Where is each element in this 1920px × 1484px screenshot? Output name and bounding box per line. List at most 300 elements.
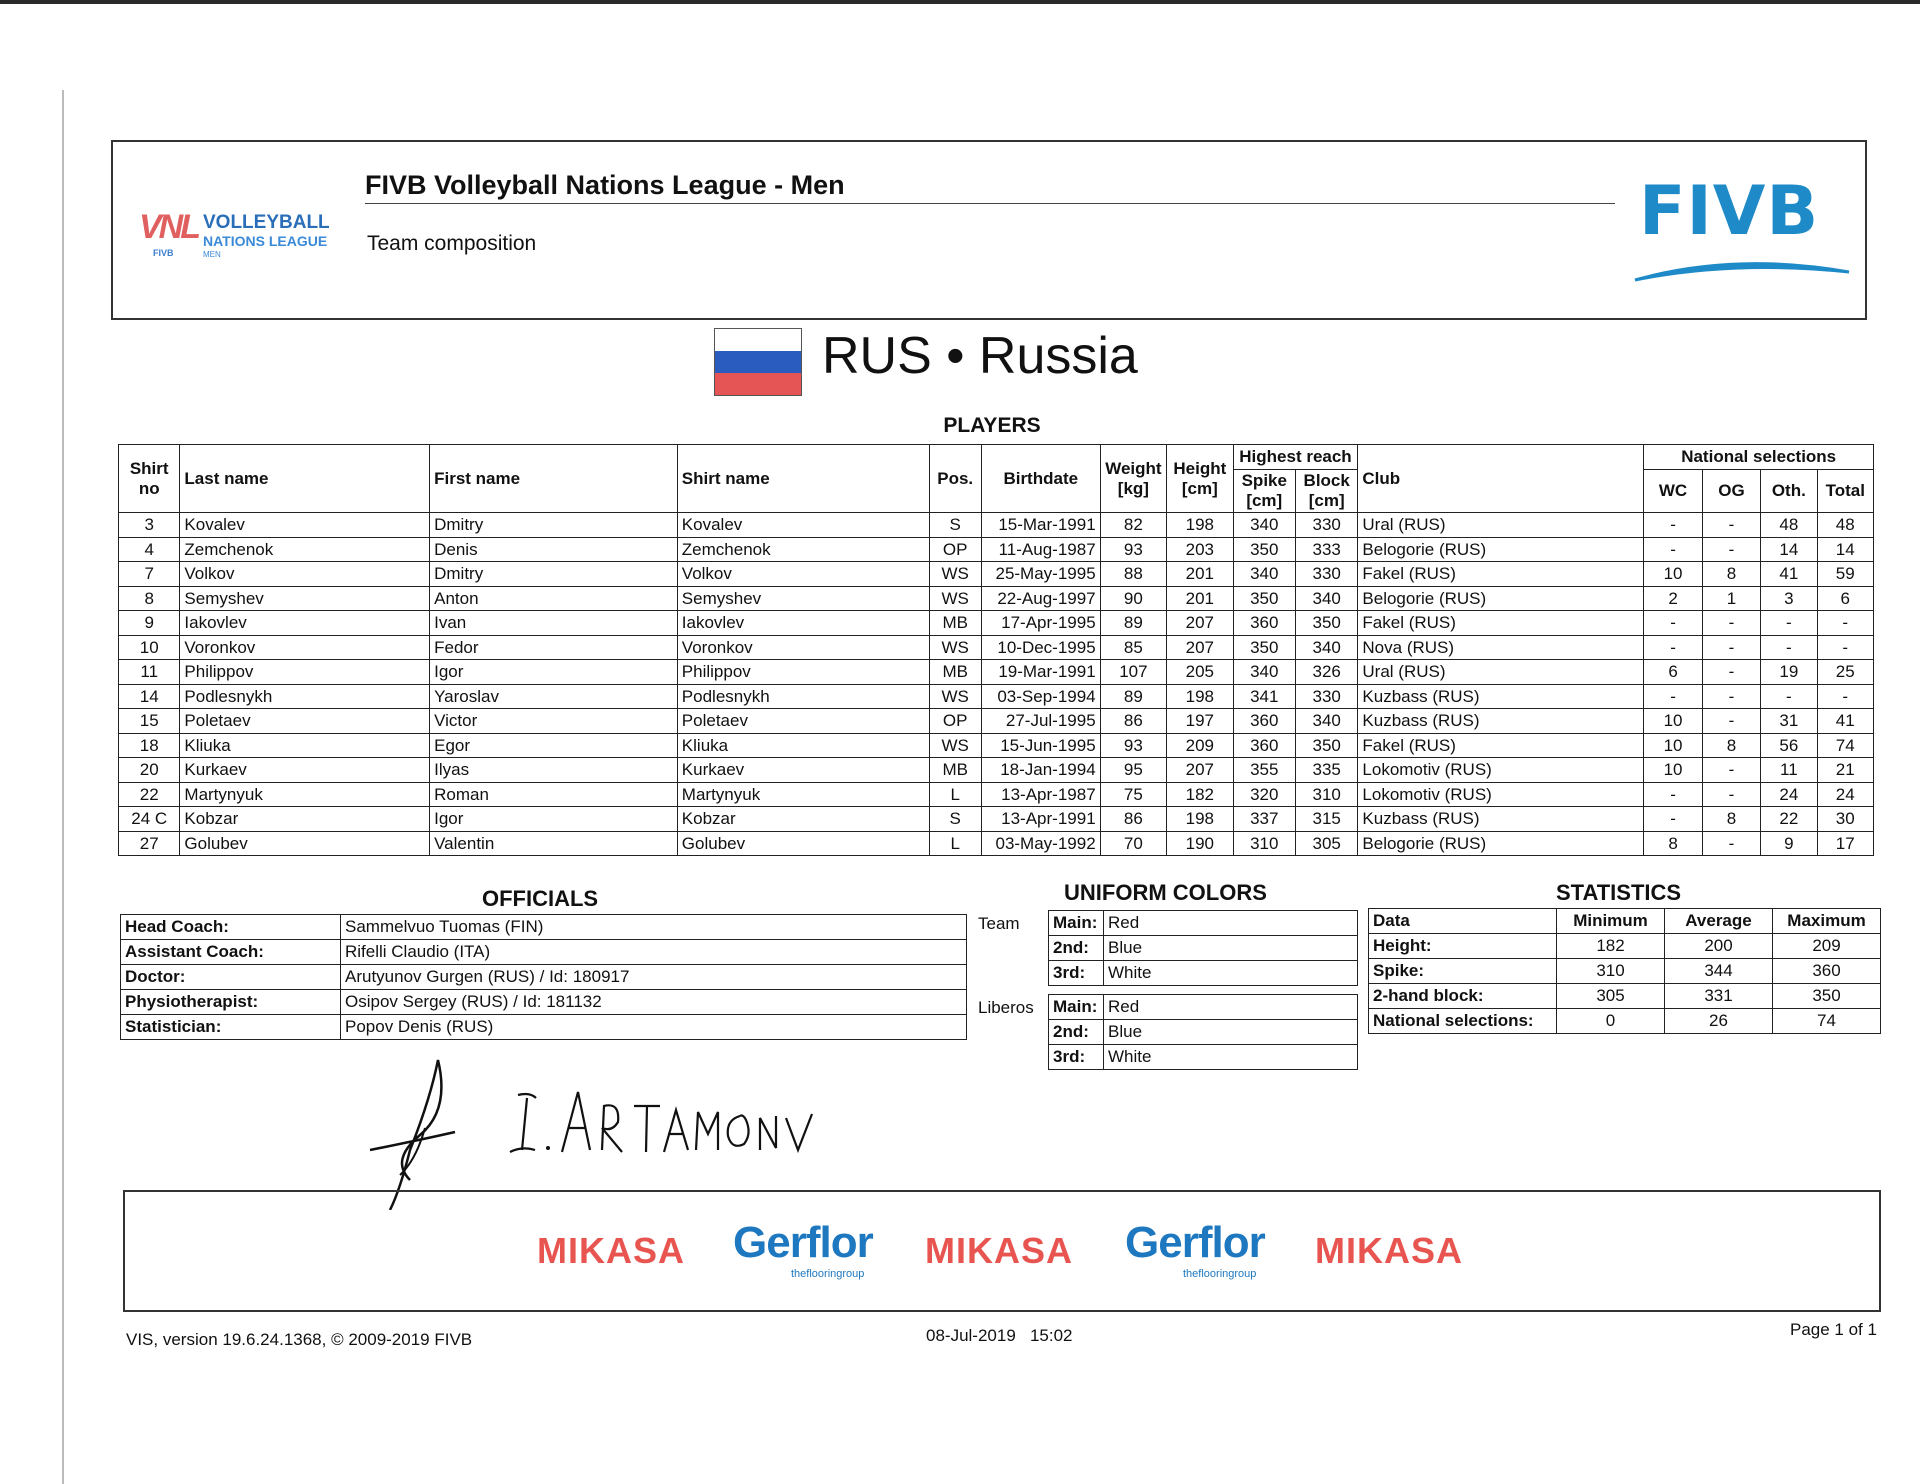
players-table bbox=[118, 444, 1874, 856]
player-spike-reach: 340 bbox=[1233, 660, 1295, 685]
uniform-color: Red bbox=[1104, 911, 1358, 936]
table-row bbox=[119, 782, 1874, 807]
statistics-column-header: Average bbox=[1665, 909, 1773, 934]
player-total-selections: 48 bbox=[1817, 513, 1873, 538]
player-spike-reach: 360 bbox=[1233, 733, 1295, 758]
uniform-color: Red bbox=[1104, 995, 1358, 1020]
player-position: L bbox=[929, 782, 981, 807]
player-position: S bbox=[929, 513, 981, 538]
statistics-maximum: 74 bbox=[1773, 1009, 1881, 1034]
player-position: MB bbox=[929, 611, 981, 636]
player-shirt-name: Poletaev bbox=[677, 709, 929, 734]
player-total-selections: 59 bbox=[1817, 562, 1873, 587]
statistics-minimum: 0 bbox=[1557, 1009, 1665, 1034]
player-total-selections: - bbox=[1817, 684, 1873, 709]
table-row bbox=[119, 684, 1874, 709]
statistics-maximum: 209 bbox=[1773, 934, 1881, 959]
document-header bbox=[111, 140, 1867, 320]
table-row bbox=[119, 513, 1874, 538]
flag-stripe-blue bbox=[715, 351, 801, 373]
player-wc-selections: - bbox=[1644, 684, 1702, 709]
uniform-kit-label: 3rd: bbox=[1049, 1045, 1104, 1070]
player-wc-selections: 8 bbox=[1644, 831, 1702, 856]
player-shirt-no: 8 bbox=[119, 586, 180, 611]
officials-heading: OFFICIALS bbox=[482, 886, 599, 911]
official-role: Statistician: bbox=[121, 1015, 341, 1040]
player-shirt-name: Podlesnykh bbox=[677, 684, 929, 709]
player-last-name: Zemchenok bbox=[180, 537, 430, 562]
uniform-kit-label: Main: bbox=[1049, 911, 1104, 936]
player-last-name: Golubev bbox=[180, 831, 430, 856]
player-birthdate: 11-Aug-1987 bbox=[981, 537, 1100, 562]
player-birthdate: 03-Sep-1994 bbox=[981, 684, 1100, 709]
player-other-selections: 9 bbox=[1761, 831, 1817, 856]
player-shirt-name: Philippov bbox=[677, 660, 929, 685]
player-weight: 89 bbox=[1100, 684, 1166, 709]
table-row bbox=[119, 733, 1874, 758]
player-position: WS bbox=[929, 562, 981, 587]
player-last-name: Semyshev bbox=[180, 586, 430, 611]
player-shirt-no: 22 bbox=[119, 782, 180, 807]
player-position: OP bbox=[929, 537, 981, 562]
col-oth: Oth. bbox=[1761, 470, 1817, 513]
player-first-name: Victor bbox=[430, 709, 678, 734]
player-weight: 107 bbox=[1100, 660, 1166, 685]
uniform-heading: UNIFORM COLORS bbox=[1064, 880, 1267, 905]
player-position: OP bbox=[929, 709, 981, 734]
scan-edge-top bbox=[0, 0, 1920, 4]
team-title: RUS • Russia bbox=[822, 327, 1138, 385]
col-spike: Spike [cm] bbox=[1233, 470, 1295, 513]
player-shirt-no: 27 bbox=[119, 831, 180, 856]
player-birthdate: 27-Jul-1995 bbox=[981, 709, 1100, 734]
player-wc-selections: 2 bbox=[1644, 586, 1702, 611]
players-heading: PLAYERS bbox=[943, 414, 1041, 437]
player-block-reach: 310 bbox=[1295, 782, 1357, 807]
player-birthdate: 13-Apr-1987 bbox=[981, 782, 1100, 807]
player-height: 203 bbox=[1167, 537, 1233, 562]
col-highest-reach: Highest reach bbox=[1233, 445, 1358, 470]
player-total-selections: 41 bbox=[1817, 709, 1873, 734]
player-og-selections: - bbox=[1702, 684, 1760, 709]
player-first-name: Valentin bbox=[430, 831, 678, 856]
player-position: WS bbox=[929, 684, 981, 709]
player-og-selections: - bbox=[1702, 513, 1760, 538]
player-shirt-no: 9 bbox=[119, 611, 180, 636]
player-block-reach: 315 bbox=[1295, 807, 1357, 832]
player-weight: 85 bbox=[1100, 635, 1166, 660]
player-last-name: Podlesnykh bbox=[180, 684, 430, 709]
official-name: Rifelli Claudio (ITA) bbox=[341, 940, 967, 965]
player-height: 182 bbox=[1167, 782, 1233, 807]
player-position: WS bbox=[929, 635, 981, 660]
player-height: 201 bbox=[1167, 586, 1233, 611]
col-last-name: Last name bbox=[180, 445, 430, 513]
player-shirt-no: 4 bbox=[119, 537, 180, 562]
player-weight: 86 bbox=[1100, 807, 1166, 832]
player-shirt-name: Voronkov bbox=[677, 635, 929, 660]
player-height: 190 bbox=[1167, 831, 1233, 856]
col-wc: WC bbox=[1644, 470, 1702, 513]
gerflor-tagline: theflooringroup bbox=[791, 1268, 865, 1280]
player-og-selections: - bbox=[1702, 611, 1760, 636]
player-shirt-no: 24 C bbox=[119, 807, 180, 832]
player-spike-reach: 337 bbox=[1233, 807, 1295, 832]
player-height: 205 bbox=[1167, 660, 1233, 685]
vnl-logo-mark: VNL bbox=[139, 208, 198, 246]
table-row bbox=[119, 831, 1874, 856]
vnl-logo-word1: VOLLEYBALL bbox=[203, 212, 330, 233]
player-last-name: Kliuka bbox=[180, 733, 430, 758]
player-first-name: Ivan bbox=[430, 611, 678, 636]
player-spike-reach: 350 bbox=[1233, 586, 1295, 611]
player-last-name: Kobzar bbox=[180, 807, 430, 832]
table-row bbox=[1369, 959, 1881, 984]
uniform-liberos-table bbox=[1048, 994, 1358, 1070]
uniform-color: Blue bbox=[1104, 936, 1358, 961]
player-shirt-no: 7 bbox=[119, 562, 180, 587]
player-spike-reach: 310 bbox=[1233, 831, 1295, 856]
player-birthdate: 03-May-1992 bbox=[981, 831, 1100, 856]
player-og-selections: - bbox=[1702, 782, 1760, 807]
player-shirt-no: 10 bbox=[119, 635, 180, 660]
player-shirt-name: Kobzar bbox=[677, 807, 929, 832]
flag-stripe-red bbox=[715, 373, 801, 395]
gerflor-logo: Gerflor bbox=[733, 1218, 873, 1267]
player-last-name: Kovalev bbox=[180, 513, 430, 538]
player-club: Belogorie (RUS) bbox=[1358, 537, 1644, 562]
statistics-label: National selections: bbox=[1369, 1009, 1557, 1034]
player-total-selections: 74 bbox=[1817, 733, 1873, 758]
player-birthdate: 15-Mar-1991 bbox=[981, 513, 1100, 538]
player-weight: 75 bbox=[1100, 782, 1166, 807]
player-wc-selections: - bbox=[1644, 635, 1702, 660]
player-birthdate: 22-Aug-1997 bbox=[981, 586, 1100, 611]
player-og-selections: 8 bbox=[1702, 807, 1760, 832]
player-block-reach: 326 bbox=[1295, 660, 1357, 685]
player-weight: 82 bbox=[1100, 513, 1166, 538]
statistics-column-header: Data bbox=[1369, 909, 1557, 934]
player-height: 207 bbox=[1167, 611, 1233, 636]
scan-edge-left bbox=[62, 90, 64, 1484]
player-height: 198 bbox=[1167, 513, 1233, 538]
player-other-selections: - bbox=[1761, 684, 1817, 709]
col-shirt-no: Shirt no bbox=[119, 445, 180, 513]
player-height: 207 bbox=[1167, 635, 1233, 660]
player-shirt-name: Zemchenok bbox=[677, 537, 929, 562]
player-birthdate: 25-May-1995 bbox=[981, 562, 1100, 587]
table-row bbox=[121, 940, 967, 965]
official-role: Head Coach: bbox=[121, 915, 341, 940]
player-total-selections: - bbox=[1817, 611, 1873, 636]
player-wc-selections: 10 bbox=[1644, 562, 1702, 587]
player-wc-selections: 10 bbox=[1644, 709, 1702, 734]
player-total-selections: 21 bbox=[1817, 758, 1873, 783]
player-weight: 88 bbox=[1100, 562, 1166, 587]
table-row bbox=[1049, 1020, 1358, 1045]
col-block: Block [cm] bbox=[1295, 470, 1357, 513]
player-last-name: Philippov bbox=[180, 660, 430, 685]
document-title: FIVB Volleyball Nations League - Men bbox=[365, 170, 845, 200]
player-height: 207 bbox=[1167, 758, 1233, 783]
statistics-label: 2-hand block: bbox=[1369, 984, 1557, 1009]
player-other-selections: 24 bbox=[1761, 782, 1817, 807]
col-birthdate: Birthdate bbox=[981, 445, 1100, 513]
player-first-name: Dmitry bbox=[430, 513, 678, 538]
player-other-selections: 11 bbox=[1761, 758, 1817, 783]
player-position: MB bbox=[929, 660, 981, 685]
player-shirt-name: Kurkaev bbox=[677, 758, 929, 783]
col-national-selections: National selections bbox=[1644, 445, 1874, 470]
sponsor-banner bbox=[123, 1190, 1881, 1312]
player-birthdate: 10-Dec-1995 bbox=[981, 635, 1100, 660]
table-row bbox=[119, 807, 1874, 832]
fivb-logo-swoosh bbox=[1625, 172, 1855, 292]
player-spike-reach: 360 bbox=[1233, 611, 1295, 636]
player-total-selections: - bbox=[1817, 635, 1873, 660]
vnl-logo bbox=[139, 208, 349, 264]
players-table-body bbox=[119, 513, 1874, 856]
player-club: Ural (RUS) bbox=[1358, 660, 1644, 685]
russia-flag-icon bbox=[714, 328, 802, 396]
player-club: Lokomotiv (RUS) bbox=[1358, 782, 1644, 807]
player-last-name: Kurkaev bbox=[180, 758, 430, 783]
player-spike-reach: 340 bbox=[1233, 513, 1295, 538]
page-number: Page 1 of 1 bbox=[1790, 1320, 1877, 1339]
version-text: VIS, version 19.6.24.1368, © 2009-2019 FIVB bbox=[126, 1330, 473, 1349]
mikasa-logo: MIKASA bbox=[1315, 1230, 1463, 1271]
player-block-reach: 333 bbox=[1295, 537, 1357, 562]
player-weight: 70 bbox=[1100, 831, 1166, 856]
flag-stripe-white bbox=[715, 329, 801, 351]
player-first-name: Dmitry bbox=[430, 562, 678, 587]
player-total-selections: 14 bbox=[1817, 537, 1873, 562]
player-spike-reach: 350 bbox=[1233, 635, 1295, 660]
player-weight: 93 bbox=[1100, 733, 1166, 758]
vnl-logo-word2: NATIONS LEAGUE bbox=[203, 233, 328, 249]
col-total: Total bbox=[1817, 470, 1873, 513]
player-block-reach: 340 bbox=[1295, 635, 1357, 660]
player-weight: 93 bbox=[1100, 537, 1166, 562]
player-first-name: Denis bbox=[430, 537, 678, 562]
statistics-average: 200 bbox=[1665, 934, 1773, 959]
player-spike-reach: 320 bbox=[1233, 782, 1295, 807]
player-wc-selections: 10 bbox=[1644, 733, 1702, 758]
player-block-reach: 335 bbox=[1295, 758, 1357, 783]
player-spike-reach: 350 bbox=[1233, 537, 1295, 562]
table-row bbox=[1049, 1045, 1358, 1070]
player-first-name: Igor bbox=[430, 660, 678, 685]
player-weight: 86 bbox=[1100, 709, 1166, 734]
player-shirt-name: Volkov bbox=[677, 562, 929, 587]
player-club: Ural (RUS) bbox=[1358, 513, 1644, 538]
official-name: Arutyunov Gurgen (RUS) / Id: 180917 bbox=[341, 965, 967, 990]
player-og-selections: 8 bbox=[1702, 562, 1760, 587]
player-og-selections: - bbox=[1702, 635, 1760, 660]
table-row bbox=[1049, 961, 1358, 986]
statistics-average: 26 bbox=[1665, 1009, 1773, 1034]
statistics-maximum: 360 bbox=[1773, 959, 1881, 984]
player-weight: 95 bbox=[1100, 758, 1166, 783]
statistics-column-header: Minimum bbox=[1557, 909, 1665, 934]
uniform-color: Blue bbox=[1104, 1020, 1358, 1045]
player-spike-reach: 355 bbox=[1233, 758, 1295, 783]
player-total-selections: 17 bbox=[1817, 831, 1873, 856]
player-club: Belogorie (RUS) bbox=[1358, 831, 1644, 856]
player-height: 201 bbox=[1167, 562, 1233, 587]
statistics-label: Spike: bbox=[1369, 959, 1557, 984]
statistics-heading: STATISTICS bbox=[1556, 880, 1682, 905]
mikasa-logo: MIKASA bbox=[537, 1230, 685, 1271]
print-datetime: 08-Jul-2019 15:02 bbox=[926, 1326, 1073, 1345]
statistics-label: Height: bbox=[1369, 934, 1557, 959]
official-role: Physiotherapist: bbox=[121, 990, 341, 1015]
player-height: 198 bbox=[1167, 807, 1233, 832]
player-position: MB bbox=[929, 758, 981, 783]
player-wc-selections: - bbox=[1644, 611, 1702, 636]
statistics-average: 344 bbox=[1665, 959, 1773, 984]
player-other-selections: 41 bbox=[1761, 562, 1817, 587]
player-block-reach: 340 bbox=[1295, 586, 1357, 611]
player-club: Fakel (RUS) bbox=[1358, 611, 1644, 636]
table-row bbox=[119, 635, 1874, 660]
player-total-selections: 6 bbox=[1817, 586, 1873, 611]
table-row bbox=[1369, 1009, 1881, 1034]
fivb-logo bbox=[1625, 172, 1855, 292]
table-row bbox=[1369, 984, 1881, 1009]
table-row bbox=[121, 915, 967, 940]
player-og-selections: - bbox=[1702, 831, 1760, 856]
player-birthdate: 19-Mar-1991 bbox=[981, 660, 1100, 685]
player-block-reach: 330 bbox=[1295, 562, 1357, 587]
player-shirt-no: 14 bbox=[119, 684, 180, 709]
statistics-average: 331 bbox=[1665, 984, 1773, 1009]
player-wc-selections: - bbox=[1644, 537, 1702, 562]
mikasa-logo: MIKASA bbox=[925, 1230, 1073, 1271]
player-spike-reach: 340 bbox=[1233, 562, 1295, 587]
player-club: Nova (RUS) bbox=[1358, 635, 1644, 660]
player-first-name: Anton bbox=[430, 586, 678, 611]
document-subtitle: Team composition bbox=[367, 232, 537, 255]
player-shirt-name: Iakovlev bbox=[677, 611, 929, 636]
player-shirt-no: 15 bbox=[119, 709, 180, 734]
player-first-name: Roman bbox=[430, 782, 678, 807]
player-block-reach: 305 bbox=[1295, 831, 1357, 856]
table-row bbox=[121, 965, 967, 990]
player-position: S bbox=[929, 807, 981, 832]
table-row bbox=[119, 586, 1874, 611]
col-pos: Pos. bbox=[929, 445, 981, 513]
player-weight: 90 bbox=[1100, 586, 1166, 611]
player-og-selections: - bbox=[1702, 537, 1760, 562]
player-other-selections: 19 bbox=[1761, 660, 1817, 685]
table-row bbox=[121, 990, 967, 1015]
table-row bbox=[119, 758, 1874, 783]
player-first-name: Fedor bbox=[430, 635, 678, 660]
player-other-selections: 22 bbox=[1761, 807, 1817, 832]
player-shirt-name: Martynyuk bbox=[677, 782, 929, 807]
player-og-selections: 8 bbox=[1702, 733, 1760, 758]
player-last-name: Poletaev bbox=[180, 709, 430, 734]
player-position: WS bbox=[929, 733, 981, 758]
player-other-selections: 31 bbox=[1761, 709, 1817, 734]
player-club: Lokomotiv (RUS) bbox=[1358, 758, 1644, 783]
official-role: Assistant Coach: bbox=[121, 940, 341, 965]
player-shirt-name: Kliuka bbox=[677, 733, 929, 758]
player-club: Fakel (RUS) bbox=[1358, 733, 1644, 758]
table-row bbox=[1049, 995, 1358, 1020]
player-block-reach: 330 bbox=[1295, 684, 1357, 709]
col-weight: Weight [kg] bbox=[1100, 445, 1166, 513]
player-birthdate: 17-Apr-1995 bbox=[981, 611, 1100, 636]
uniform-kit-label: 2nd: bbox=[1049, 936, 1104, 961]
player-club: Kuzbass (RUS) bbox=[1358, 807, 1644, 832]
player-og-selections: - bbox=[1702, 758, 1760, 783]
uniform-color: White bbox=[1104, 961, 1358, 986]
player-og-selections: 1 bbox=[1702, 586, 1760, 611]
player-first-name: Egor bbox=[430, 733, 678, 758]
uniform-liberos-label: Liberos bbox=[978, 998, 1034, 1017]
player-wc-selections: - bbox=[1644, 513, 1702, 538]
player-birthdate: 13-Apr-1991 bbox=[981, 807, 1100, 832]
player-other-selections: 3 bbox=[1761, 586, 1817, 611]
title-rule bbox=[365, 203, 1615, 204]
table-row bbox=[119, 537, 1874, 562]
col-og: OG bbox=[1702, 470, 1760, 513]
player-block-reach: 330 bbox=[1295, 513, 1357, 538]
official-name: Osipov Sergey (RUS) / Id: 181132 bbox=[341, 990, 967, 1015]
table-row bbox=[1369, 934, 1881, 959]
official-name: Sammelvuo Tuomas (FIN) bbox=[341, 915, 967, 940]
table-row bbox=[1049, 911, 1358, 936]
player-wc-selections: 6 bbox=[1644, 660, 1702, 685]
statistics-minimum: 305 bbox=[1557, 984, 1665, 1009]
vnl-logo-fivb: FIVB bbox=[153, 248, 174, 258]
player-first-name: Yaroslav bbox=[430, 684, 678, 709]
col-height: Height [cm] bbox=[1167, 445, 1233, 513]
player-block-reach: 350 bbox=[1295, 611, 1357, 636]
player-other-selections: 14 bbox=[1761, 537, 1817, 562]
player-club: Fakel (RUS) bbox=[1358, 562, 1644, 587]
player-total-selections: 25 bbox=[1817, 660, 1873, 685]
player-last-name: Volkov bbox=[180, 562, 430, 587]
uniform-team-table bbox=[1048, 910, 1358, 986]
table-row bbox=[119, 660, 1874, 685]
player-first-name: Ilyas bbox=[430, 758, 678, 783]
uniform-kit-label: Main: bbox=[1049, 995, 1104, 1020]
statistics-column-header: Maximum bbox=[1773, 909, 1881, 934]
uniform-color: White bbox=[1104, 1045, 1358, 1070]
player-other-selections: - bbox=[1761, 635, 1817, 660]
player-shirt-no: 20 bbox=[119, 758, 180, 783]
player-block-reach: 340 bbox=[1295, 709, 1357, 734]
statistics-maximum: 350 bbox=[1773, 984, 1881, 1009]
player-other-selections: 48 bbox=[1761, 513, 1817, 538]
player-spike-reach: 341 bbox=[1233, 684, 1295, 709]
player-last-name: Iakovlev bbox=[180, 611, 430, 636]
official-name: Popov Denis (RUS) bbox=[341, 1015, 967, 1040]
player-shirt-name: Kovalev bbox=[677, 513, 929, 538]
player-wc-selections: - bbox=[1644, 782, 1702, 807]
player-height: 197 bbox=[1167, 709, 1233, 734]
player-block-reach: 350 bbox=[1295, 733, 1357, 758]
player-height: 198 bbox=[1167, 684, 1233, 709]
table-row bbox=[119, 562, 1874, 587]
uniform-kit-label: 3rd: bbox=[1049, 961, 1104, 986]
player-spike-reach: 360 bbox=[1233, 709, 1295, 734]
player-last-name: Martynyuk bbox=[180, 782, 430, 807]
player-birthdate: 15-Jun-1995 bbox=[981, 733, 1100, 758]
